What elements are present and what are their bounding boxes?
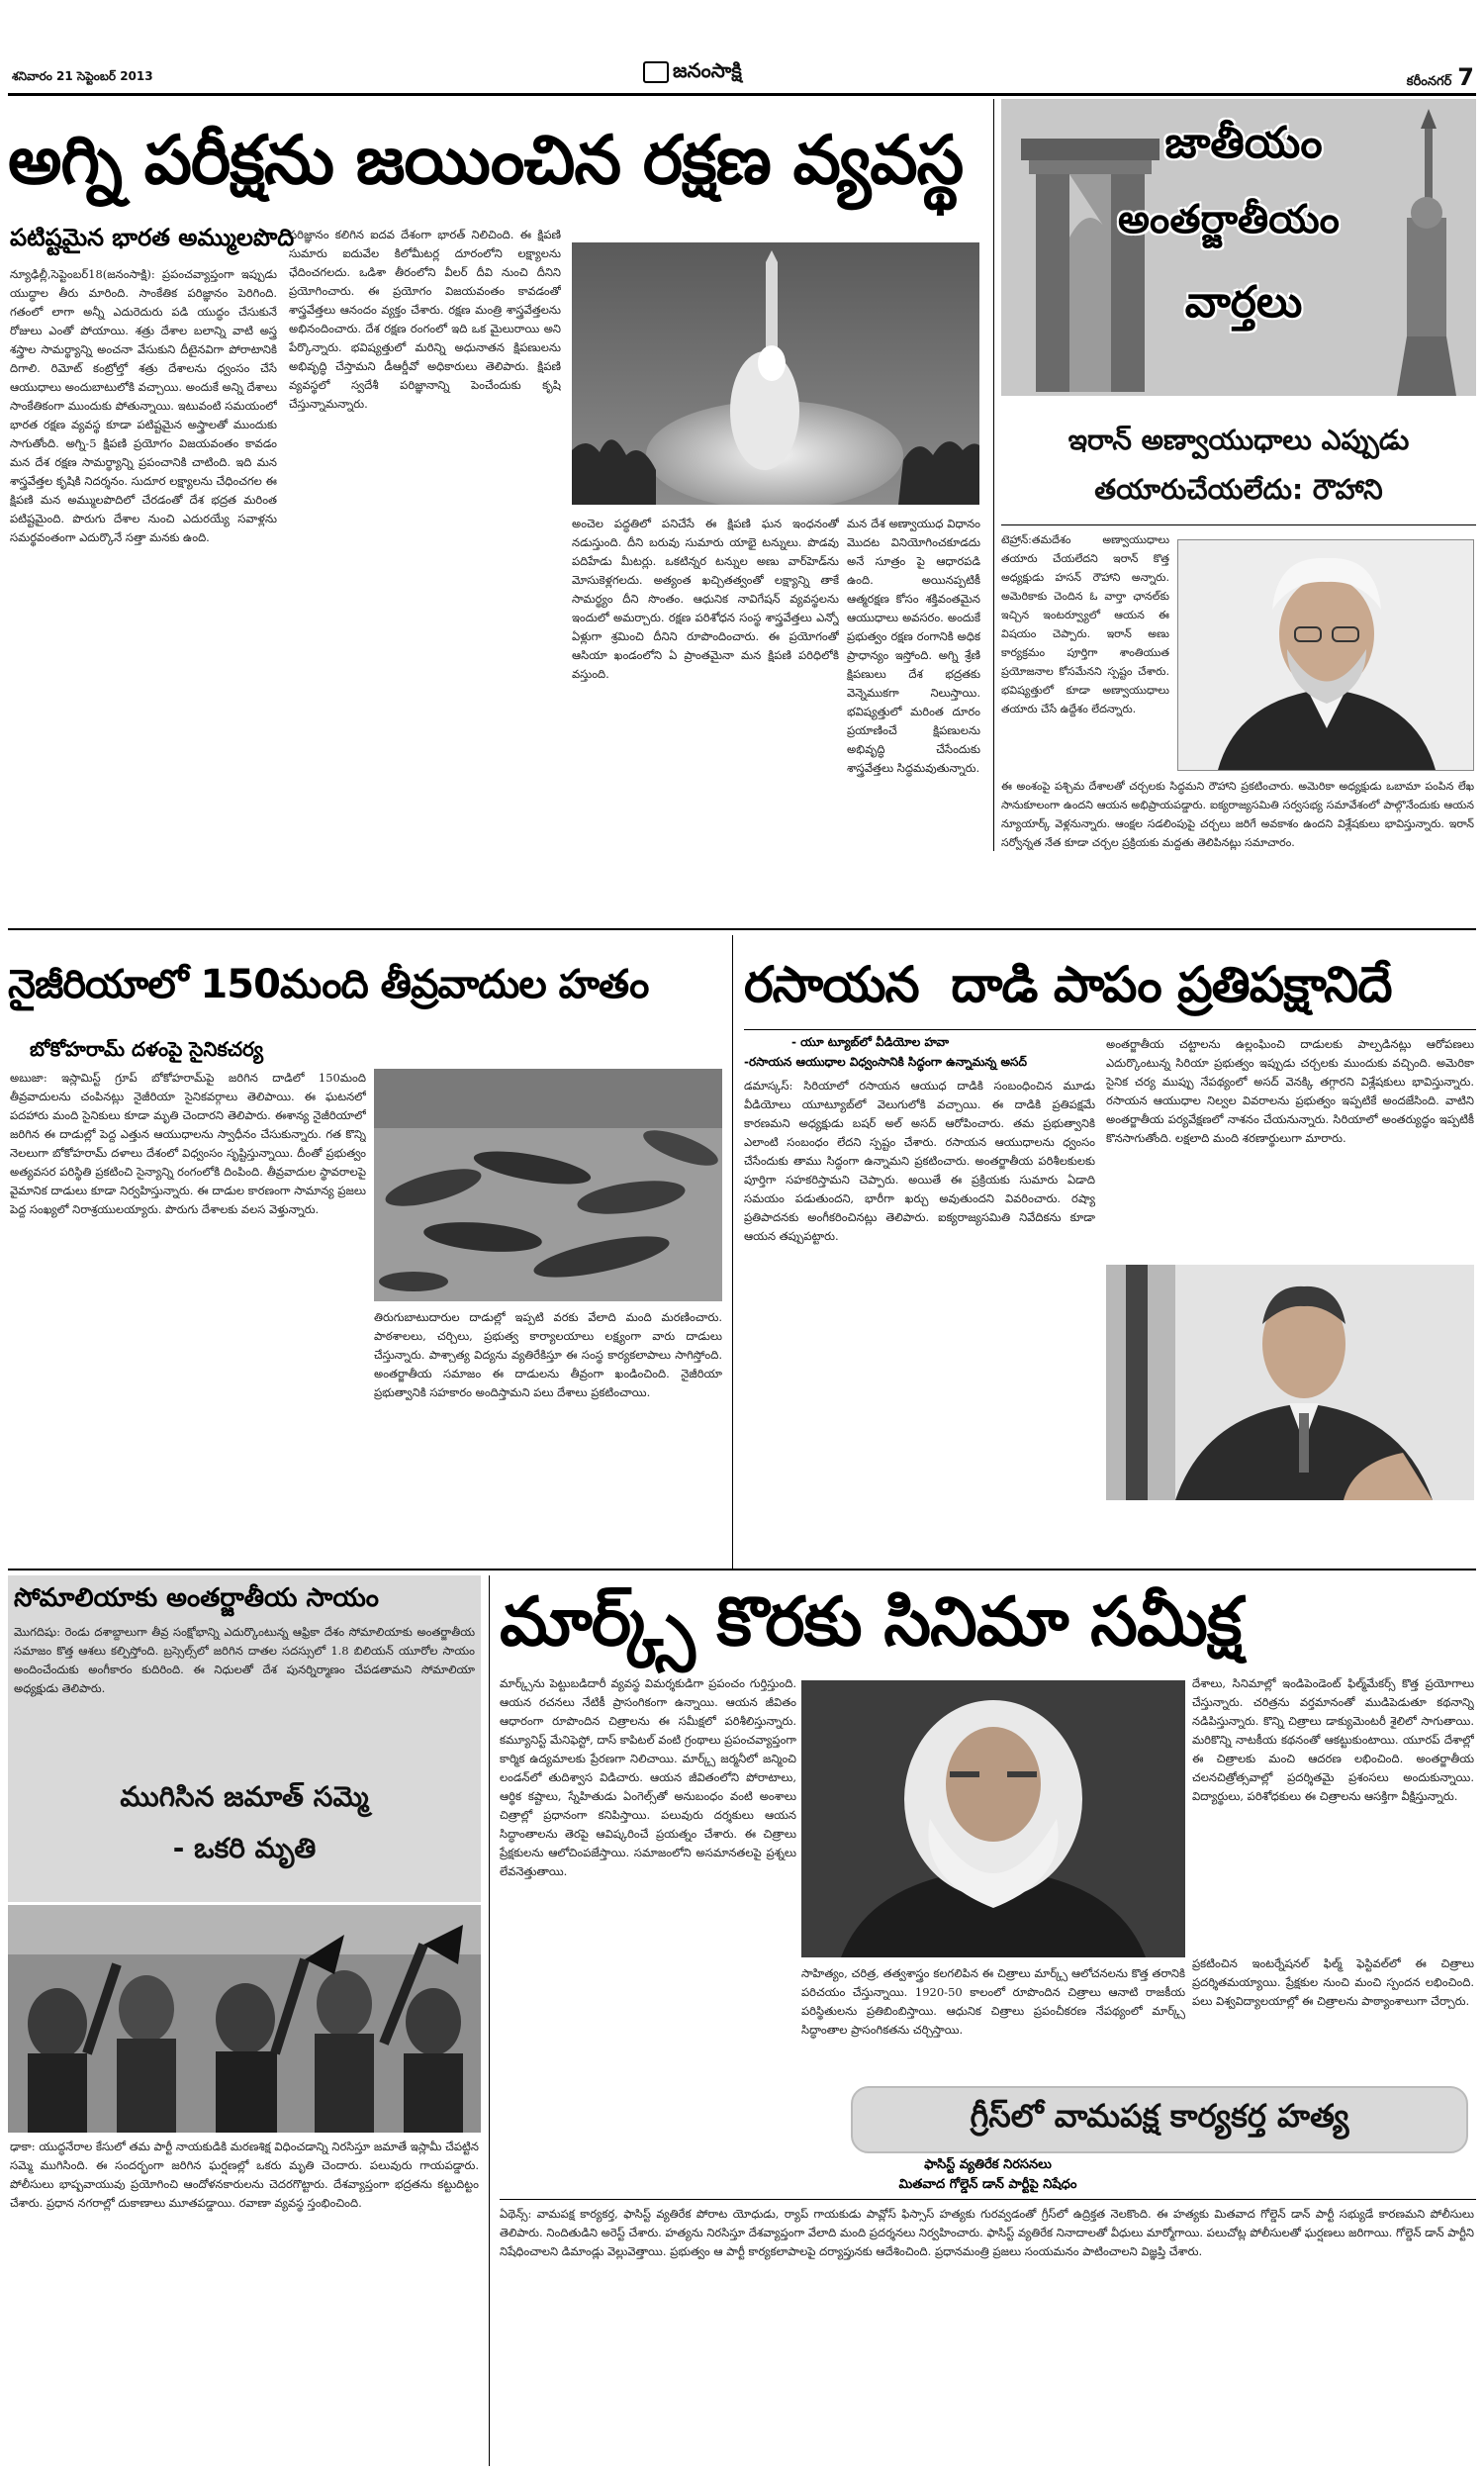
chemical-col2: అంతర్జాతీయ చట్టాలను ఉల్లంఘించి దాడులకు పాల్పడినట్లు ఆరోపణలు ఎదుర్కొంటున్న సిరియా ప్రభుత్వం ఇప్పుడు చర్చలకు ముందుకు వచ్చింది. అమెరికా సైనిక చర్య ముప్పు నేపథ్యంలో అసద్ వెనక్కి తగ్గారని విశ్లేషకులు భావిస్తున్నారు. రసాయన ఆయుధాల నిల్వల వివరాలను ప్రభుత్వం ఇప్పటికే అందజేసింది. వాటిని అంతర్జాతీయ పర్యవేక్షణలో నాశనం చేయనున్నారు. సిరియాలో అంతర్యుద్ధం ఇప్పటికీ కొనసాగుతోంది. లక్షలాది మంది శరణార్థులుగా మారారు. xyxy=(1106,1037,1474,1145)
agni-col1: న్యూఢిల్లీ,సెప్టెంబర్18(జనంసాక్షి): ప్రపంచవ్యాప్తంగా ఇప్పుడు యుద్ధాల తీరు మారింది. సాంకేతిక పరిజ్ఞానం పెరిగింది. గతంలో లాగా అన్నీ ఎదురెదురు పడి యుద్ధం చేసుకునే రోజులు ఎంతో పోయాయి. శత్రు దేశాల బలాన్ని వాటి అస్త్ర శస్త్రాల సామర్థ్యాన్ని అంచనా వేసుకుని దీటైనవిగా పోరాటానికి దిగాలి. రిమోట్ కంట్రోల్తో శత్రు దేశాలను ధ్వంసం చేసే ఆయుధాలు అందుబాటులోకి వచ్చాయి. అందుకే అన్ని దేశాలు సాంకేతికంగా ముందుకు పోతున్నాయి. ఇటువంటి సమయంలో భారత రక్షణ వ్యవస్థ కూడా పటిష్టమైన అస్త్రాలతో ముందుకు సాగుతోంది. అగ్ని-5 క్షిపణి ప్రయోగం విజయవంతం కావడం మన దేశ రక్షణ సామర్థ్యాన్ని ప్రపంచానికి చాటింది. ఇది మన శాస్త్రవేత్తల కృషికి నిదర్శనం. సుదూర లక్ష్యాలను చేధించగల ఈ క్షిపణి మన అమ్ములపొదిలో చేరడంతో దేశ భద్రత మరింత పటిష్టమైంది. పొరుగు దేశాల నుంచి ఎదురయ్యే సవాళ్లను సమర్థవంతంగా ఎదుర్కొనే సత్తా మనకు ఉంది. xyxy=(10,267,277,544)
nigeria-subhead: బోకోహరామ్ దళంపై సైనికచర్య xyxy=(30,1037,264,1061)
header-edition xyxy=(1407,63,1474,92)
greece-sub1: ఫాసిస్ట్ వ్యతిరేక నిరసనలు xyxy=(924,2157,1052,2172)
marx-col2-bottom: ప్రకటించిన ఇంటర్నేషనల్ ఫిల్మ్ ఫెస్టివల్‌లో ఈ చిత్రాలు ప్రదర్శితమయ్యాయి. ప్రేక్షకుల నుంచి మంచి స్పందన లభించింది. పలు విశ్వవిద్యాలయాల్లో ఈ చిత్రాలను పాఠ్యాంశాలుగా చేర్చారు. xyxy=(1192,1956,1474,2008)
rouhani-photo xyxy=(1177,539,1474,771)
greece-headline-box xyxy=(851,2086,1468,2153)
masthead-logo-icon xyxy=(643,61,669,83)
intl-banner-line3: వార్తలు xyxy=(1184,277,1303,328)
marx-below-photo: సాహిత్యం, చరిత్ర, తత్వశాస్త్రం కలగలిపిన ఈ చిత్రాలు మార్క్స్ ఆలోచనలను కొత్త తరానికి పరిచయం చేస్తున్నాయి. 1920-50 కాలంలో రూపొందిన చిత్రాలు ఆనాటి రాజకీయ పరిస్థితులను ప్రతిబింబిస్తాయి. ఆధునిక చిత్రాలు ప్రపంచీకరణ నేపథ్యంలో మార్క్స్ సిద్ధాంతాల ప్రాసంగికతను చర్చిస్తాయి. xyxy=(801,1966,1185,2037)
greece-rule xyxy=(500,2199,1476,2200)
jamaat-headline xyxy=(8,1771,481,1874)
iran-text-left: టెహ్రాన్:తమదేశం అణ్వాయుధాలు తయారు చేయలేదని ఇరాన్ కొత్త అధ్యక్షుడు హసన్ రౌహాని అన్నారు. అమెరికాకు చెందిన ఓ వార్తా ఛానల్‌కు ఇచ్చిన ఇంటర్వ్యూలో ఆయన ఈ విషయం చెప్పారు. ఇరాన్ అణు కార్యక్రమం పూర్తిగా శాంతియుత ప్రయోజనాల కోసమేనని స్పష్టం చేశారు. భవిష్యత్తులో కూడా అణ్వాయుధాలు తయారు చేసే ఉద్దేశం లేదన్నారు. xyxy=(1001,533,1169,715)
agni-byline: పటిష్టమైన భారత అమ్ములపొది xyxy=(10,224,295,251)
greece-text: ఏథెన్స్: వామపక్ష కార్యకర్త, ఫాసిస్ట్ వ్యతిరేక పోరాట యోధుడు, ర్యాప్ గాయకుడు పావ్లోస్ ఫిస్సాస్ హత్యకు గురవ్వడంతో గ్రీస్‌లో ఉద్రిక్తత నెలకొంది. ఈ హత్యకు మితవాద గోల్డెన్ డాన్ పార్టీ సభ్యుడే కారణమని పోలీసులు తెలిపారు. నిందితుడిని అరెస్ట్ చేశారు. హత్యను నిరసిస్తూ దేశవ్యాప్తంగా వేలాది మంది ప్రదర్శనలు నిర్వహించారు. ఫాసిస్ట్ వ్యతిరేక నినాదాలతో వీధులు మార్మోగాయి. పలుచోట్ల పోలీసులతో ఘర్షణలు జరిగాయి. గోల్డెన్ డాన్ పార్టీని నిషేధించాలని డిమాండ్లు వెల్లువెత్తాయి. ప్రభుత్వం ఆ పార్టీ కార్యకలాపాలపై దర్యాప్తునకు ఆదేశించింది. ప్రధానమంత్రి ప్రజలు సంయమనం పాటించాలని విజ్ఞప్తి చేశారు. xyxy=(500,2207,1474,2258)
somalia-headline: సోమాలియాకు అంతర్జాతీయ సాయం xyxy=(14,1583,379,1613)
page-number: 7 xyxy=(1457,63,1474,91)
marx-col1: మార్క్స్‌ను పెట్టుబడిదారీ వ్యవస్థ విమర్శకుడిగా ప్రపంచం గుర్తిస్తుంది. ఆయన రచనలు నేటికీ ప్రాసంగికంగా ఉన్నాయి. ఆయన జీవితం ఆధారంగా రూపొందిన చిత్రాలను ఈ సమీక్షలో పరిశీలిస్తున్నారు. కమ్యూనిస్ట్ మేనిఫెస్టో, దాస్ కాపిటల్ వంటి గ్రంథాలు ప్రపంచవ్యాప్తంగా కార్మిక ఉద్యమాలకు ప్రేరణగా నిలిచాయి. మార్క్స్ జర్మనీలో జన్మించి లండన్‌లో తుదిశ్వాస విడిచారు. ఆయన జీవితంలోని పోరాటాలు, ఆర్థిక కష్టాలు, స్నేహితుడు ఏంగెల్స్‌తో అనుబంధం వంటి అంశాలు చిత్రాల్లో ప్రధానంగా కనిపిస్తాయి. పలువురు దర్శకులు ఆయన సిద్ధాంతాలను తెరపై ఆవిష్కరించే ప్రయత్నం చేశారు. ఈ చిత్రాలు ప్రేక్షకులను ఆలోచింపజేస్తాయి. సమాజంలోని అసమానతలపై ప్రశ్నలు లేవనెత్తుతాయి. xyxy=(500,1676,796,1878)
chemical-col1: డమాస్కస్: సిరియాలో రసాయన ఆయుధ దాడికి సంబంధించిన మూడు వీడియోలు యూట్యూబ్‌లో వెలుగులోకి వచ్చాయి. ఈ దాడికి ప్రతిపక్షమే కారణమని అధ్యక్షుడు బషర్ అల్ అసద్ ఆరోపించారు. తమ ప్రభుత్వానికి ఎలాంటి సంబంధం లేదని స్పష్టం చేశారు. రసాయన ఆయుధాలను ధ్వంసం చేసేందుకు తాము సిద్ధంగా ఉన్నామని ప్రకటించారు. అంతర్జాతీయ పరిశీలకులకు పూర్తిగా సహకరిస్తామని చెప్పారు. అయితే ఈ ప్రక్రియకు సుమారు ఏడాది సమయం పడుతుందని, భారీగా ఖర్చు అవుతుందని వివరించారు. రష్యా ప్రతిపాదనకు అంగీకరించినట్లు తెలిపారు. ఐక్యరాజ్యసమితి నివేదికను కూడా ఆయన తప్పుపట్టారు. xyxy=(744,1079,1095,1243)
agni-col3: అంచెల పద్ధతిలో పనిచేసే ఈ క్షిపణి ఘన ఇంధనంతో నడుస్తుంది. దీని బరువు సుమారు యాభై టన్నులు. పొడవు పదిహేడు మీటర్లు. ఒకటిన్నర టన్నుల అణు వార్‌హెడ్‌ను మోసుకెళ్లగలదు. అత్యంత ఖచ్చితత్వంతో లక్ష్యాన్ని తాకే సామర్థ్యం దీని సొంతం. ఆధునిక నావిగేషన్ వ్యవస్థలను ఇందులో అమర్చారు. రక్షణ పరిశోధన సంస్థ శాస్త్రవేత్తలు ఎన్నో ఏళ్లుగా శ్రమించి దీనిని రూపొందించారు. ఈ ప్రయోగంతో ఆసియా ఖండంలోని ఏ ప్రాంతమైనా మన క్షిపణి పరిధిలోకి వస్తుంది. xyxy=(572,517,839,681)
iran-headline-line1: ఇరాన్ అణ్వాయుధాలు ఎప్పుడు xyxy=(1067,424,1410,456)
iran-rule xyxy=(1001,524,1476,525)
intl-banner-line2: అంతర్జాతీయం xyxy=(1118,197,1340,242)
iran-headline-line2: తయారుచేయలేదు: రౌహాని xyxy=(1094,473,1383,506)
nigeria-col2: తిరుగుబాటుదారుల దాడుల్లో ఇప్పటి వరకు వేలాది మంది మరణించారు. పాఠశాలలు, చర్చిలు, ప్రభుత్వ కార్యాలయాలు లక్ష్యంగా వారు దాడులు చేస్తున్నారు. పాశ్చాత్య విద్యను వ్యతిరేకిస్తూ ఈ సంస్థ కార్యకలాపాలు సాగిస్తోంది. అంతర్జాతీయ సమాజం ఈ దాడులను తీవ్రంగా ఖండించింది. నైజీరియా ప్రభుత్వానికి సహకారం అందిస్తామని పలు దేశాలు ప్రకటించాయి. xyxy=(374,1310,722,1399)
agni-headline: అగ్ని పరీక్షను జయించిన రక్షణ వ్యవస్థ xyxy=(8,122,964,200)
assad-photo xyxy=(1106,1265,1474,1500)
edition-name: కరీంనగర్ xyxy=(1406,74,1452,89)
nigeria-headline: నైజీరియాలో 150మంది తీవ్రవాదుల హతం xyxy=(8,962,649,1007)
marx-col2: దేశాలు, సినిమాల్లో ఇండిపెండెంట్ ఫిల్మ్‌మేకర్స్ కొత్త ప్రయోగాలు చేస్తున్నారు. చరిత్రను వర్తమానంతో ముడిపెడుతూ కథనాన్ని నడిపిస్తున్నారు. కొన్ని చిత్రాలు డాక్యుమెంటరీ శైలిలో సాగుతాయి. మరికొన్ని నాటకీయ కథనంతో ఆకట్టుకుంటాయి. యూరప్ దేశాల్లో ఈ చిత్రాలకు మంచి ఆదరణ లభించింది. అంతర్జాతీయ చలనచిత్రోత్సవాల్లో ప్రదర్శితమై ప్రశంసలు అందుకున్నాయి. విద్యార్థులు, పరిశోధకులు ఈ చిత్రాలను ఆసక్తిగా వీక్షిస్తున్నారు. xyxy=(1192,1676,1474,1803)
iran-headline xyxy=(1001,416,1476,515)
karl-marx-photo xyxy=(801,1680,1185,1957)
iran-text-full: ఈ అంశంపై పశ్చిమ దేశాలతో చర్చలకు సిద్ధమని రౌహాని ప్రకటించారు. అమెరికా అధ్యక్షుడు ఒబామా పంపిన లేఖ సానుకూలంగా ఉందని ఆయన అభిప్రాయపడ్డారు. ఐక్యరాజ్యసమితి సర్వసభ్య సమావేశంలో పాల్గొనేందుకు ఆయన న్యూయార్క్ వెళ్లనున్నారు. ఆంక్షల సడలింపుపై చర్చలు జరిగే అవకాశం ఉందని విశ్లేషకులు భావిస్తున్నారు. ఇరాన్ సర్వోన్నత నేత కూడా చర్చల ప్రక్రియకు మద్దతు తెలిపినట్లు సమాచారం. xyxy=(1001,780,1474,849)
masthead xyxy=(643,59,742,85)
missile-launch-photo xyxy=(572,242,979,505)
column-divider-2 xyxy=(732,935,733,1569)
nigeria-col1: అబుజా: ఇస్లామిస్ట్ గ్రూప్ బోకోహరామ్‌పై జరిగిన దాడిలో 150మంది తీవ్రవాదులను చంపినట్లు నైజీరియా సైనికవర్గాలు తెలిపాయి. ఈ ఘటనలో పదహారు మంది సైనికులు కూడా మృతి చెందారని తెలిపారు. ఈశాన్య నైజీరియాలో జరిగిన ఈ దాడుల్లో పెద్ద ఎత్తున ఆయుధాలను స్వాధీనం చేసుకున్నారు. గత కొన్ని నెలలుగా బోకోహరామ్ దళాలు దేశంలో విధ్వంసం సృష్టిస్తున్నాయి. దీంతో ప్రభుత్వం అత్యవసర పరిస్థితి ప్రకటించి సైన్యాన్ని రంగంలోకి దింపింది. తీవ్రవాదుల స్థావరాలపై వైమానిక దాడులు కూడా నిర్వహిస్తున్నారు. ఈ దాడుల కారణంగా సామాన్య ప్రజలు పెద్ద సంఖ్యలో నిరాశ్రయులయ్యారు. పొరుగు దేశాలకు వలస వెళ్తున్నారు. xyxy=(10,1071,366,1216)
header-date: శనివారం 21 సెప్టెంబర్ 2013 xyxy=(12,69,153,83)
chemical-subkicker: -రసాయన ఆయుధాల విధ్వంసానికి సిద్ధంగా ఉన్నామన్న అసద్ xyxy=(744,1055,1027,1069)
chemical-rule xyxy=(744,1029,1476,1030)
protest-photo xyxy=(8,1905,481,2133)
header-rule xyxy=(8,93,1476,96)
section-rule-1 xyxy=(8,928,1476,930)
intl-news-banner xyxy=(1001,99,1476,396)
intl-banner-line1: జాతీయం xyxy=(1164,118,1323,168)
column-divider xyxy=(993,99,994,851)
intl-banner-title xyxy=(1120,109,1367,344)
greece-headline: గ్రీస్‌లో వామపక్ష కార్యకర్త హత్య xyxy=(970,2097,1349,2135)
jamaat-headline-line2: - ఒకరి మృతి xyxy=(172,1832,317,1864)
greece-sub2: మితవాద గోల్డెన్ డాన్ పార్టీపై నిషేధం xyxy=(898,2177,1077,2192)
jamaat-text: ఢాకా: యుద్ధనేరాల కేసులో తమ పార్టీ నాయకుడికి మరణశిక్ష విధించడాన్ని నిరసిస్తూ జమాతే ఇస్లామీ చేపట్టిన సమ్మె ముగిసింది. ఈ సందర్భంగా జరిగిన ఘర్షణల్లో ఒకరు మృతి చెందారు. పలువురు గాయపడ్డారు. పోలీసులు భాష్పవాయువు ప్రయోగించి ఆందోళనకారులను చెదరగొట్టారు. దేశవ్యాప్తంగా భద్రతను కట్టుదిట్టం చేశారు. ప్రధాన నగరాల్లో దుకాణాలు మూతపడ్డాయి. రవాణా వ్యవస్థ స్తంభించింది. xyxy=(10,2140,479,2210)
jamaat-headline-line1: ముగిసిన జమాత్ సమ్మె xyxy=(120,1780,369,1813)
chemical-kicker: - యూ ట్యూబ్‌లో వీడియోల హవా xyxy=(791,1035,950,1049)
section-rule-2 xyxy=(8,1569,1476,1570)
marx-headline: మార్క్స్ కొరకు సినిమా సమీక్ష xyxy=(500,1583,1242,1662)
chemical-col3 xyxy=(1106,1506,1474,1564)
agni-col4: మన దేశ అణ్వాయుధ విధానం మొదట వినియోగించకూడదు అనే సూత్రం పై ఆధారపడి ఉంది. అయినప్పటికీ ఆత్మరక్షణ కోసం శక్తివంతమైన ఆయుధాలు అవసరం. అందుకే ప్రభుత్వం రక్షణ రంగానికి అధిక ప్రాధాన్యం ఇస్తోంది. అగ్ని శ్రేణి క్షిపణులు దేశ భద్రతకు వెన్నెముకగా నిలుస్తాయి. భవిష్యత్తులో మరింత దూరం ప్రయాణించే క్షిపణులను అభివృద్ధి చేసేందుకు శాస్త్రవేత్తలు సిద్ధమవుతున్నారు. xyxy=(847,517,980,775)
chemical-headline: రసాయన దాడి పాపం ప్రతిపక్షానిదే xyxy=(744,956,1392,1013)
somalia-text: మొగదిషు: రెండు దశాబ్దాలుగా తీవ్ర సంక్షోభాన్ని ఎదుర్కొంటున్న ఆఫ్రికా దేశం సోమాలియాకు అంతర్జాతీయ సమాజం కొత్త ఆశలు కల్పిస్తోంది. బ్రస్సెల్స్‌లో జరిగిన దాతల సదస్సులో 1.8 బిలియన్ యూరోల సాయం అందించేందుకు అంగీకారం కుదిరింది. ఈ నిధులతో దేశ పునర్నిర్మాణం చేపడతామని సోమాలియా అధ్యక్షుడు తెలిపారు. xyxy=(14,1625,475,1695)
agni-col2: పరిజ్ఞానం కలిగిన ఐదవ దేశంగా భారత్ నిలిచింది. ఈ క్షిపణి సుమారు ఐదువేల కిలోమీటర్ల దూరంలోని లక్ష్యాలను ఛేదించగలదు. ఒడిశా తీరంలోని వీలర్ దీవి నుంచి దీనిని ప్రయోగించారు. ఈ ప్రయోగం విజయవంతం కావడంతో శాస్త్రవేత్తలు ఆనందం వ్యక్తం చేశారు. రక్షణ మంత్రి శాస్త్రవేత్తలను అభినందించారు. దేశ రక్షణ రంగంలో ఇది ఒక మైలురాయి అని పేర్కొన్నారు. భవిష్యత్తులో మరిన్ని అధునాతన క్షిపణులను అభివృద్ధి చేస్తామని డీఆర్డీవో అధికారులు తెలిపారు. క్షిపణి వ్యవస్థలో స్వదేశీ పరిజ్ఞానాన్ని పెంచేందుకు కృషి చేస్తున్నామన్నారు. xyxy=(289,228,561,411)
nigeria-casualties-photo xyxy=(374,1069,722,1301)
column-divider-3 xyxy=(489,1575,490,2466)
masthead-title: జనంసాక్షి xyxy=(673,57,742,82)
